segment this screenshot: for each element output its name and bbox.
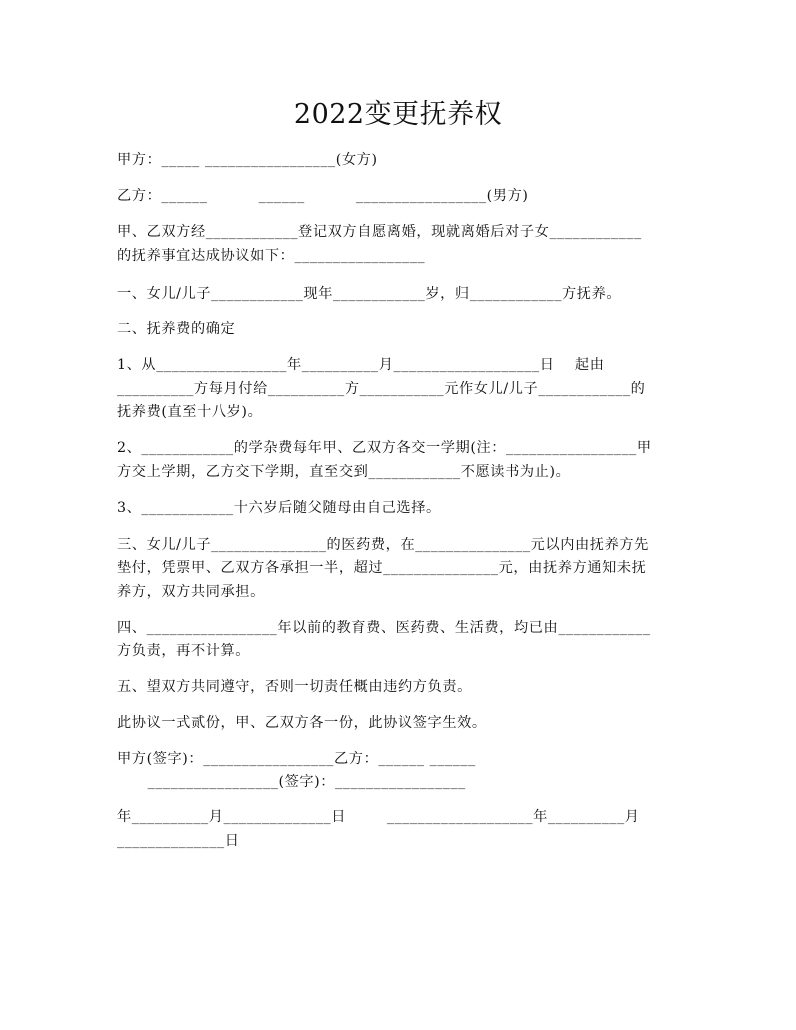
date-line-1 (117, 806, 683, 828)
party-a-text: 甲方：_____ _________________(女方) (117, 152, 378, 168)
item-1-text-2: __________方每月付给__________方___________元作女儿/儿子____________的 (117, 381, 646, 397)
clause-3-line-2 (117, 557, 683, 579)
item-1-line-1 (117, 354, 683, 376)
intro-text-1: 甲、乙双方经____________登记双方自愿离婚，现就离婚后对子女____________ (117, 224, 642, 240)
date-text-2: ______________日 (117, 833, 240, 849)
party-b-text: 乙方：______ ______ _________________(男方) (117, 188, 529, 204)
clause-2-heading-text: 二、抚养费的确定 (117, 321, 236, 337)
clause-3-text-3: 养方，双方共同承担。 (117, 584, 265, 600)
party-a-line (117, 149, 683, 171)
clause-4-text-1: 四、_________________年以前的教育费、医药费、生活费，均已由____________ (117, 620, 651, 636)
document-title: 2022变更抚养权 (293, 99, 503, 130)
item-3-text: 3、____________十六岁后随父随母由自己选择。 (117, 500, 441, 516)
item-1-line-2 (117, 378, 683, 400)
clause-1-line (117, 283, 683, 305)
clause-5-text: 五、望双方共同遵守，否则一切责任概由违约方负责。 (117, 679, 472, 695)
clause-4-line-2 (117, 640, 683, 662)
intro-text-2: 的抚养事宜达成协议如下：_________________ (117, 248, 426, 264)
item-2-text-2: 方交上学期，乙方交下学期，直至交到____________不愿读书为止)。 (117, 464, 571, 480)
date-line-2 (117, 830, 683, 852)
clause-1-text: 一、女儿/儿子____________现年____________岁，归____________方抚养。 (117, 286, 622, 302)
item-1-text-1: 1、从_________________年__________月___________________日 起由 (117, 357, 605, 373)
clause-3-text-2: 垫付，凭票甲、乙双方各承担一半，超过_______________元，由抚养方通知未抚 (117, 560, 647, 576)
clause-2-heading (117, 318, 683, 340)
effect-line (117, 712, 683, 734)
signature-text-1: 甲方(签字)：_________________乙方：______ ______ (117, 751, 476, 767)
party-b-line (117, 185, 683, 207)
date-text-1: 年__________月______________日 ___________________年__________月 (117, 809, 640, 825)
clause-5-line (117, 676, 683, 698)
item-2-line-2 (117, 461, 683, 483)
signature-text-2: _________________(签字)：_________________ (117, 774, 466, 790)
item-1-text-3: 抚养费(直至十八岁)。 (117, 404, 263, 420)
clause-4-text-2: 方负责，再不计算。 (117, 643, 251, 659)
item-3-line (117, 497, 683, 519)
clause-3-text-1: 三、女儿/儿子_______________的医药费，在_______________元以内由抚养方先 (117, 537, 649, 553)
intro-line-1 (117, 221, 683, 243)
item-2-line-1 (117, 437, 683, 459)
clause-3-line-1 (117, 534, 683, 556)
item-1-line-3 (117, 401, 683, 423)
signature-line-1 (117, 748, 683, 770)
clause-4-line-1 (117, 617, 683, 639)
intro-line-2 (117, 245, 683, 267)
signature-line-2 (117, 771, 683, 793)
clause-3-line-3 (117, 581, 683, 603)
effect-text: 此协议一式贰份，甲、乙双方各一份，此协议签字生效。 (117, 715, 487, 731)
item-2-text-1: 2、____________的学杂费每年甲、乙双方各交一学期(注：_________________甲 (117, 440, 652, 456)
